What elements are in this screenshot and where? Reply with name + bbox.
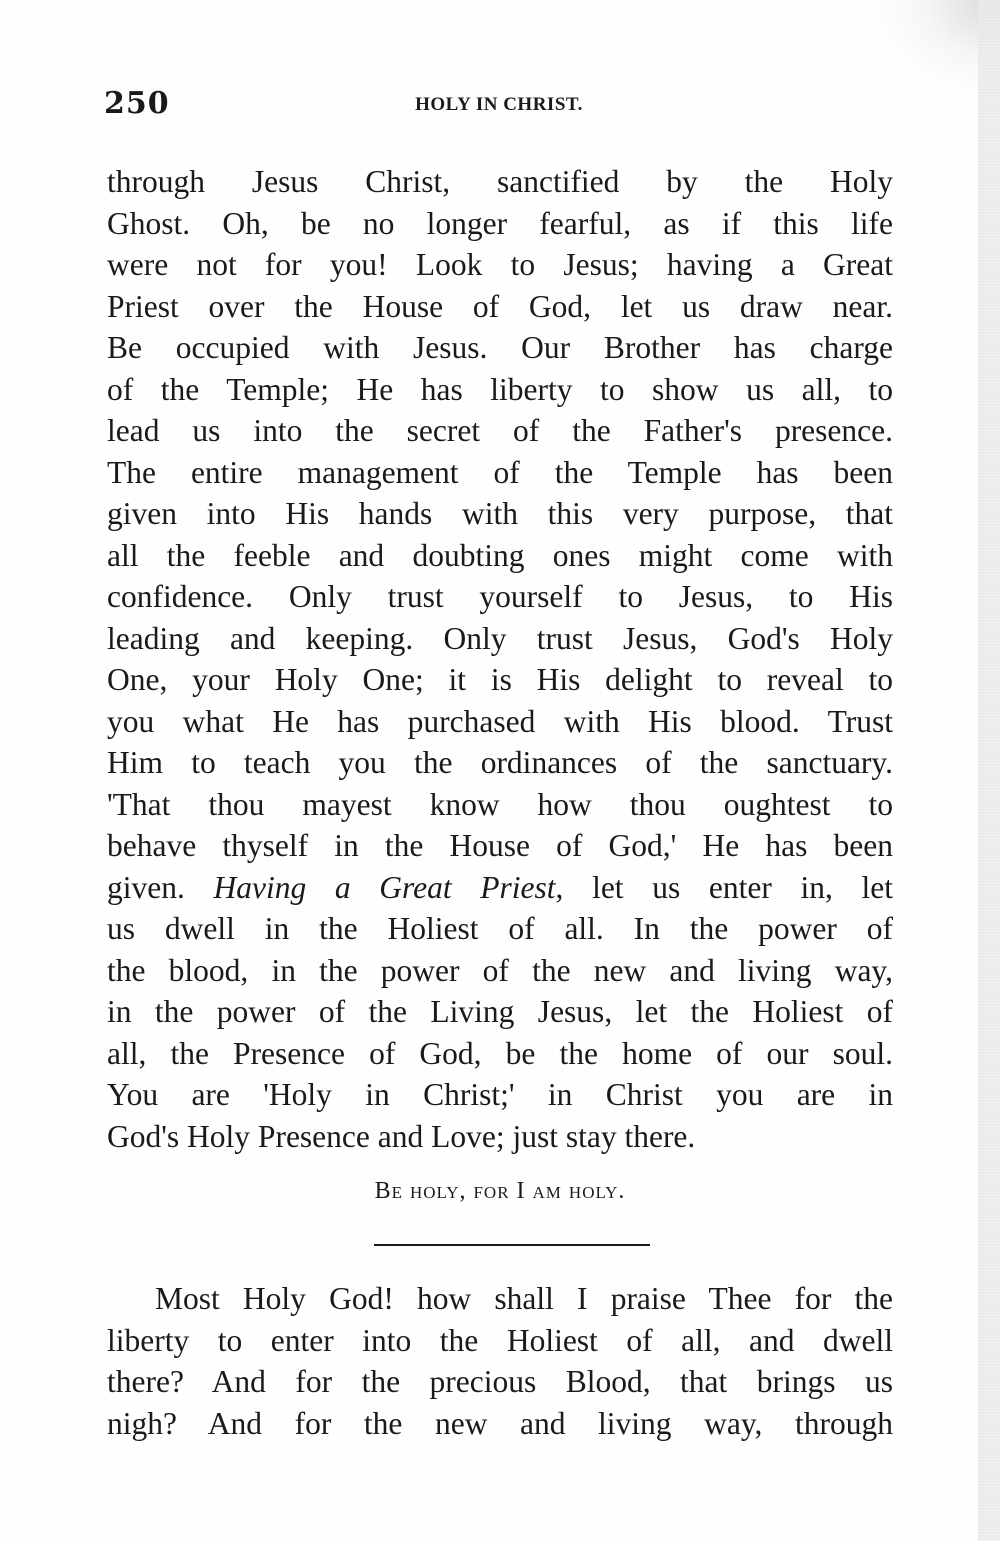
body-paragraph xyxy=(107,161,893,1157)
italic-phrase: Having a Great Priest xyxy=(213,869,556,905)
prayer-paragraph xyxy=(107,1278,893,1444)
text-line: Him to teach you the ordinances of the sanctuary. xyxy=(107,745,893,780)
page-number: 250 xyxy=(104,86,170,121)
motto xyxy=(107,1178,893,1205)
text-line: behave thyself in the House of God,' He has been xyxy=(107,828,893,863)
text-line: liberty to enter into the Holiest of all, and dwell xyxy=(107,1322,893,1358)
text-line: you what He has purchased with His blood. Trust xyxy=(107,703,893,739)
running-head xyxy=(104,86,894,122)
text-line-with-italic xyxy=(107,867,893,909)
text-line: God's Holy Presence and Love; just stay there. xyxy=(107,1118,696,1154)
motto-text: Be holy, for I am holy. xyxy=(374,1178,626,1204)
text-line: there? And for the precious Blood, that brings us xyxy=(107,1364,893,1399)
text-line: 'That thou mayest know how thou oughtest to xyxy=(107,786,893,822)
text-line: of the Temple; He has liberty to show us all, to xyxy=(107,371,893,407)
running-title: HOLY IN CHRIST. xyxy=(415,94,583,115)
scan-edge xyxy=(978,0,1000,1541)
text-line: You are 'Holy in Christ;' in Christ you are in xyxy=(107,1077,893,1112)
text-line: leading and keeping. Only trust Jesus, God's Holy xyxy=(107,620,893,656)
text-line: lead us into the secret of the Father's presence. xyxy=(107,413,893,448)
text-line: the blood, in the power of the new and living way, xyxy=(107,952,893,988)
text-line: given into His hands with this very purpose, that xyxy=(107,496,893,531)
text-line: Be occupied with Jesus. Our Brother has charge xyxy=(107,330,893,365)
text-line: nigh? And for the new and living way, through xyxy=(107,1405,893,1441)
text-line: Most Holy God! how shall I praise Thee for the xyxy=(155,1281,893,1316)
text-line: all, the Presence of God, be the home of our soul. xyxy=(107,1035,893,1071)
text-line: The entire management of the Temple has been xyxy=(107,454,893,490)
section-divider xyxy=(374,1244,650,1246)
text-line: confidence. Only trust yourself to Jesus, to His xyxy=(107,579,893,614)
text-fragment: , let us enter in, let xyxy=(555,869,893,905)
text-line: Ghost. Oh, be no longer fearful, as if this life xyxy=(107,205,893,241)
text-line: Priest over the House of God, let us draw near. xyxy=(107,288,893,324)
text-line: all the feeble and doubting ones might come with xyxy=(107,537,893,573)
text-line: in the power of the Living Jesus, let the Holiest of xyxy=(107,994,893,1029)
text-line: us dwell in the Holiest of all. In the power of xyxy=(107,911,893,946)
text-line: One, your Holy One; it is His delight to reveal to xyxy=(107,662,893,697)
text-line: through Jesus Christ, sanctified by the Holy xyxy=(107,164,893,199)
text-fragment: given. xyxy=(107,869,214,905)
text-line: were not for you! Look to Jesus; having a Great xyxy=(107,247,893,282)
